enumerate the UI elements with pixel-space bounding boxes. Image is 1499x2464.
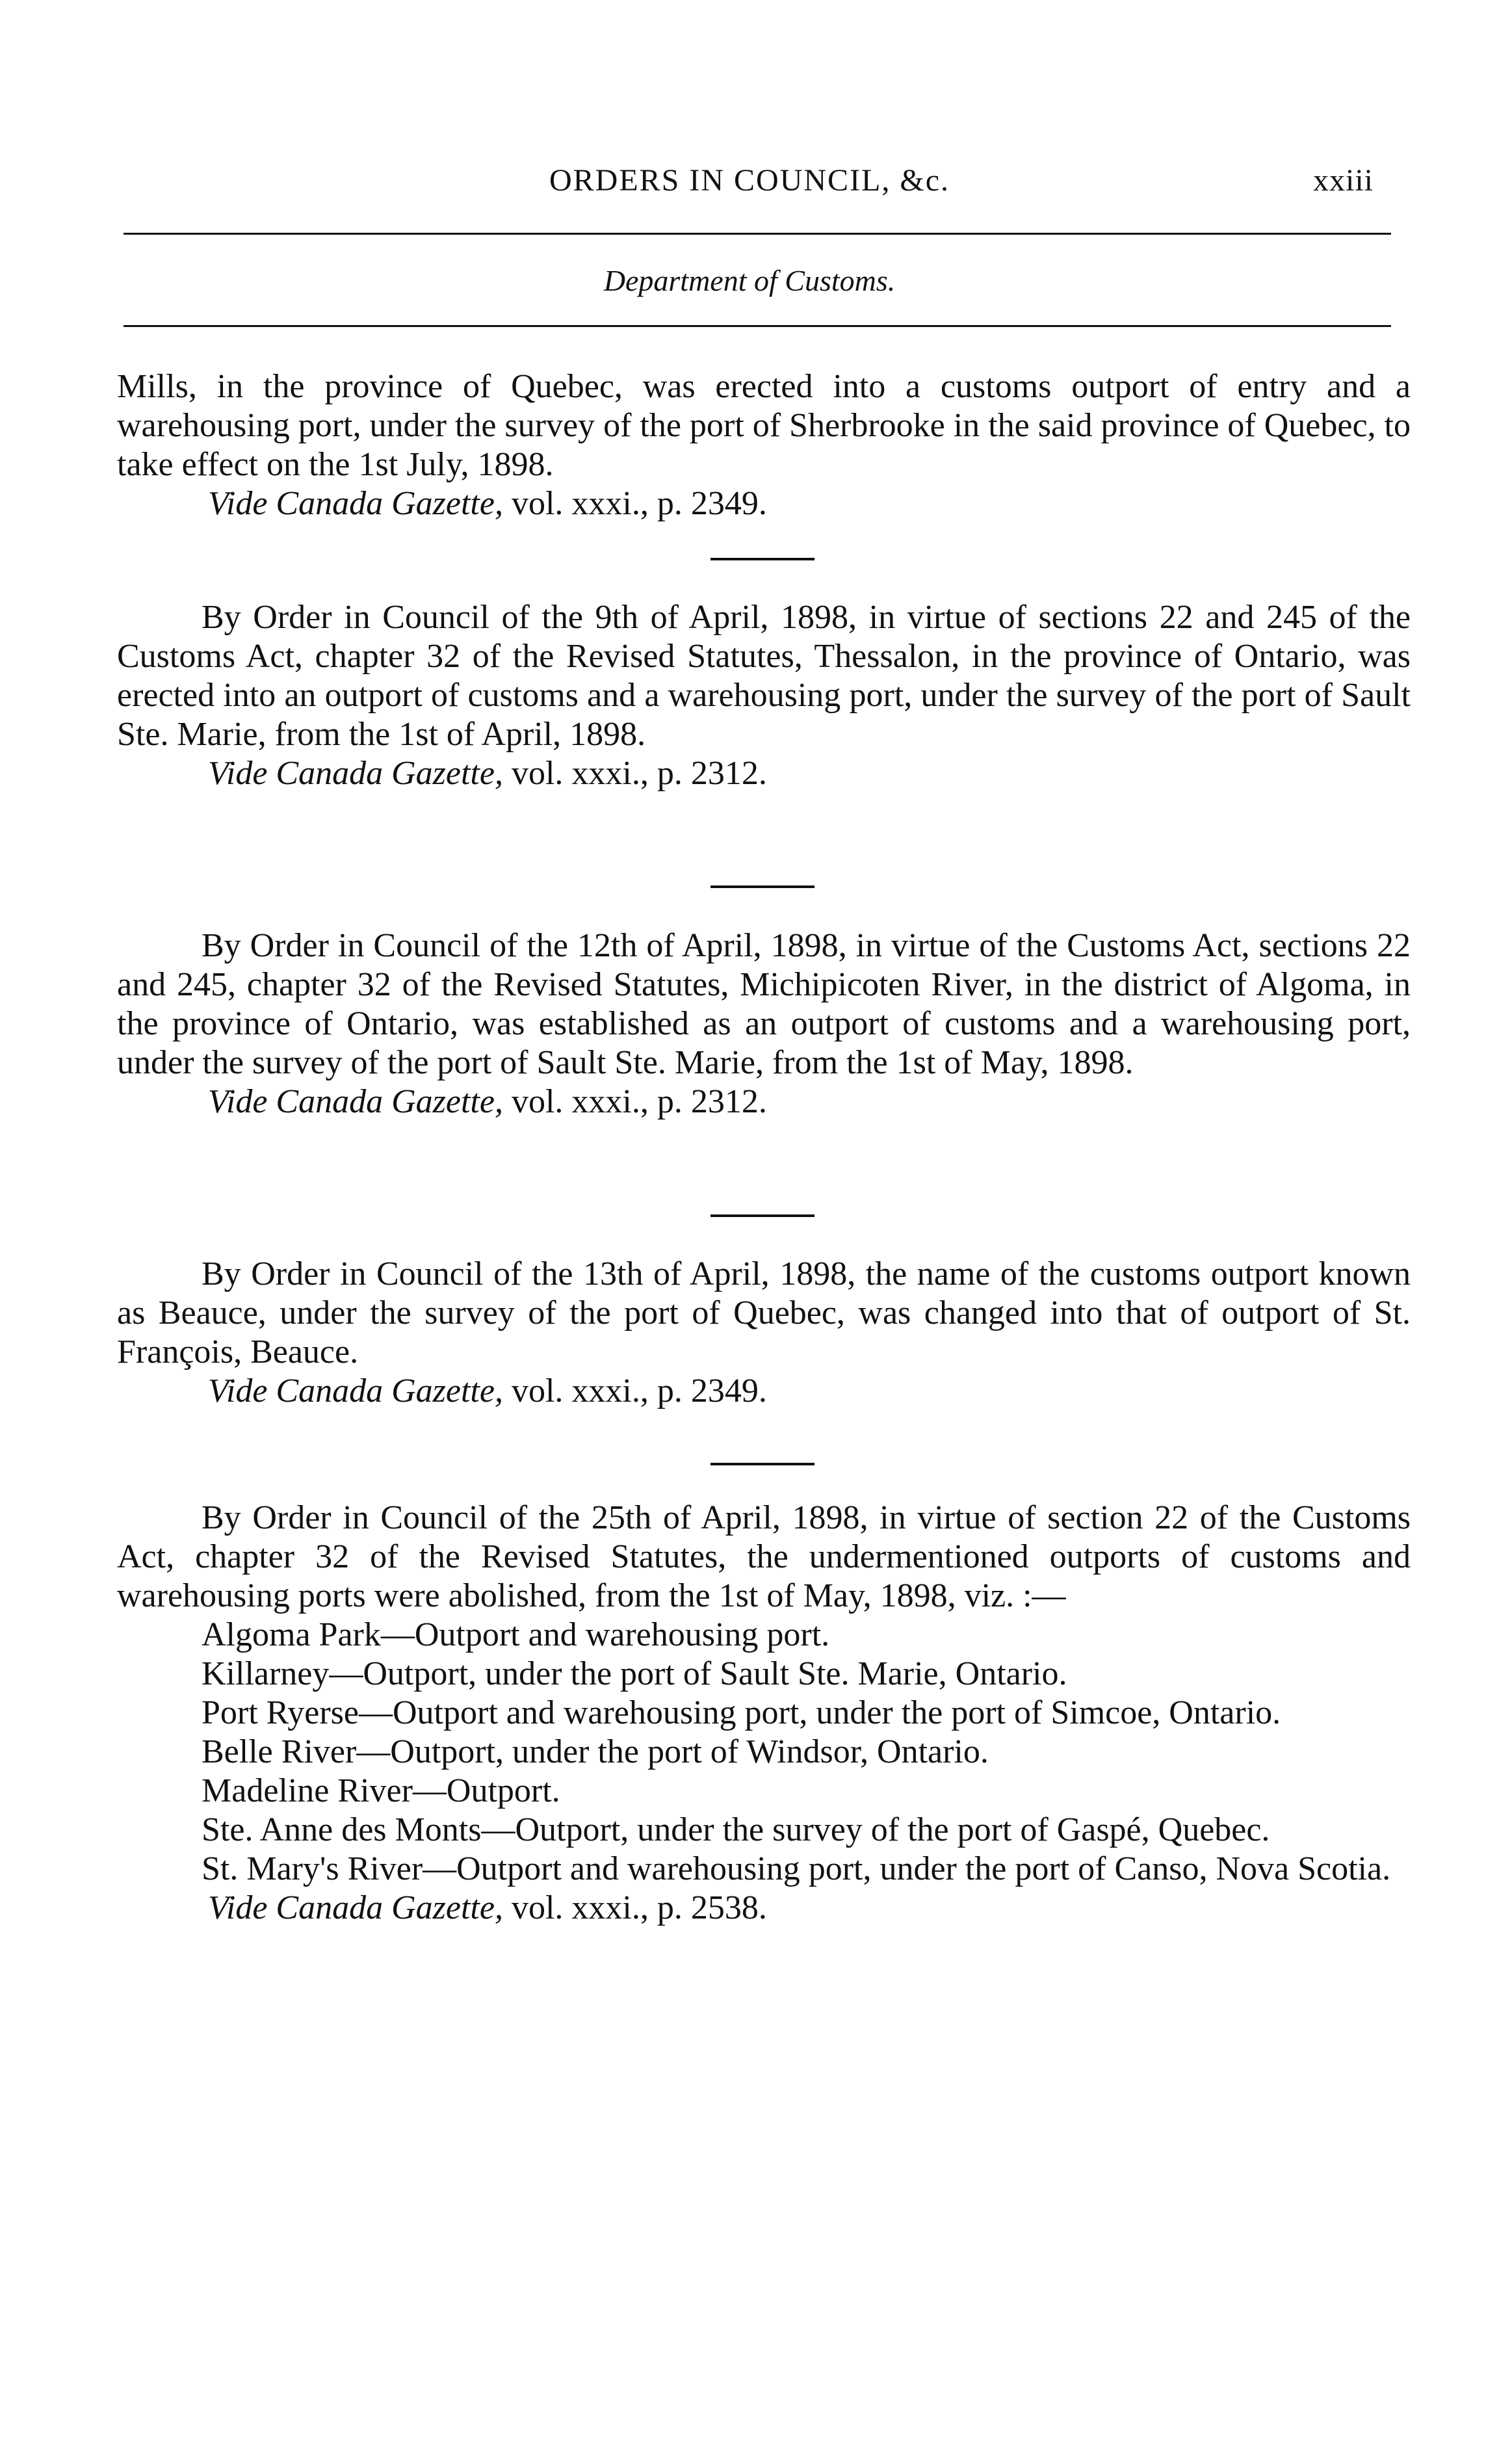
reference-volume: vol. xxxi., p. 2312.	[511, 1083, 767, 1120]
paragraph-text: By Order in Council of the 9th of April, 1898, in virtue of sections 22 and 245 of the Customs Act, chapter 32 of the Revised Statutes, Thessalon, in the province of Ontario, was erected into an outport of customs and a warehousing port, under the survey of the port of Sault Ste. Marie, from the 1st of April, 1898.	[117, 599, 1411, 753]
header-rule-bottom	[124, 325, 1391, 327]
reference-volume: vol. xxxi., p. 2349.	[511, 485, 767, 522]
gazette-reference	[117, 1082, 1411, 1121]
list-item: Ste. Anne des Monts—Outport, under the survey of the port of Gaspé, Quebec.	[202, 1811, 1270, 1848]
list-item: Belle River—Outport, under the port of Windsor, Ontario.	[202, 1733, 989, 1770]
list-item: Algoma Park—Outport and warehousing port.	[202, 1616, 830, 1653]
list-item: Port Ryerse—Outport and warehousing port, under the port of Simcoe, Ontario.	[202, 1694, 1281, 1731]
list-item: Madeline River—Outport.	[202, 1772, 560, 1809]
section-divider	[710, 1463, 815, 1465]
paragraph-text: By Order in Council of the 12th of April, 1898, in virtue of the Customs Act, sections 22 and 245, chapter 32 of the Revised Statutes, Michipicoten River, in the district of Algoma, in the province of Ontario, was established as an outport of customs and a warehousing port, under the survey of the port of Sault Ste. Marie, from the 1st of May, 1898.	[117, 927, 1411, 1081]
paragraph-text: Mills, in the province of Quebec, was erected into a customs outport of entry and a warehousing port, under the survey of the port of Sherbrooke in the said province of Quebec, to take effect on the 1st July, 1898.	[117, 368, 1411, 483]
section-divider	[710, 558, 815, 560]
reference-volume: vol. xxxi., p. 2538.	[511, 1889, 767, 1926]
gazette-reference	[117, 1889, 1411, 1928]
gazette-reference	[117, 754, 1411, 793]
reference-italic: Vide Canada Gazette,	[208, 1083, 503, 1120]
paragraph-thessalon	[117, 598, 1411, 793]
paragraph-michipicoten	[117, 926, 1411, 1121]
paragraph-abolished-outports	[117, 1499, 1411, 1928]
page-number: xxiii	[1313, 163, 1374, 198]
paragraph-text: By Order in Council of the 13th of April, 1898, the name of the customs outport known as Beauce, under the survey of the port of Quebec, was changed into that of outport of St. François, Beauce.	[117, 1255, 1411, 1370]
gazette-reference	[117, 484, 1411, 523]
paragraph-mills	[117, 367, 1411, 523]
reference-italic: Vide Canada Gazette,	[208, 1889, 503, 1926]
department-heading: Department of Customs.	[603, 264, 896, 297]
reference-italic: Vide Canada Gazette,	[208, 1372, 503, 1409]
running-title: ORDERS IN COUNCIL, &c.	[549, 163, 950, 198]
header-rule-top	[124, 233, 1391, 235]
section-divider	[710, 1214, 815, 1217]
reference-volume: vol. xxxi., p. 2349.	[511, 1372, 767, 1409]
paragraph-beauce	[117, 1255, 1411, 1411]
gazette-reference	[117, 1372, 1411, 1411]
reference-volume: vol. xxxi., p. 2312.	[511, 755, 767, 792]
section-divider	[710, 885, 815, 888]
reference-italic: Vide Canada Gazette,	[208, 485, 503, 522]
list-item: St. Mary's River—Outport and warehousing port, under the port of Canso, Nova Scotia.	[202, 1850, 1391, 1887]
paragraph-text: By Order in Council of the 25th of April, 1898, in virtue of section 22 of the Customs Act, chapter 32 of the Revised Statutes, the undermentioned outports of customs and warehousing ports were abolished, from the 1st of May, 1898, viz. :—	[117, 1499, 1411, 1614]
list-item: Killarney—Outport, under the port of Sault Ste. Marie, Ontario.	[202, 1655, 1067, 1692]
reference-italic: Vide Canada Gazette,	[208, 755, 503, 792]
